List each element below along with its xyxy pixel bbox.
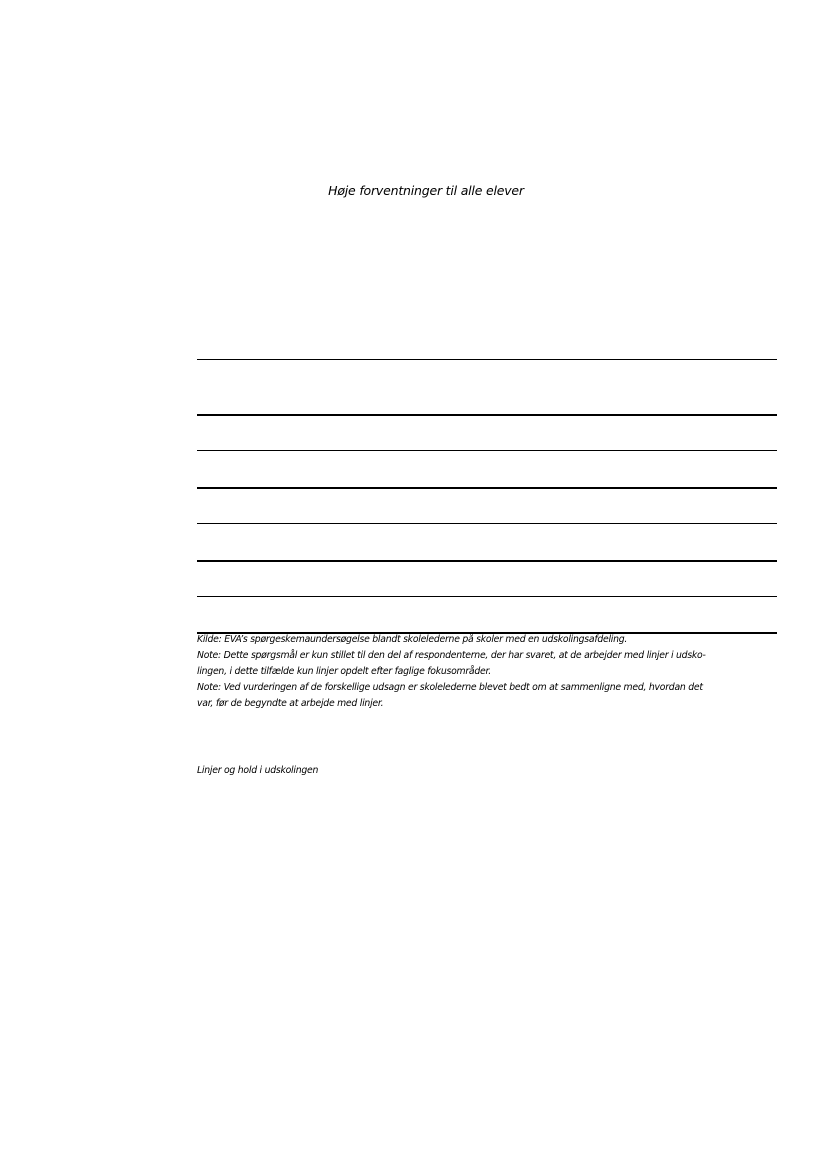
source-note: Kilde: EVA’s spørgeskemaundersøgelse blandt skolelederne på skoler med en udskolingsafdeling. (197, 634, 628, 645)
note-2-line-2: var, før de begyndte at arbejde med linjer. (197, 698, 384, 709)
running-footer: Linjer og hold i udskolingen (197, 765, 319, 776)
table-top-rule (197, 359, 777, 360)
table-row-rule (197, 560, 777, 562)
figure-heading: Høje forventninger til alle elever (328, 183, 524, 198)
table-header-rule (197, 414, 777, 416)
table-notes (197, 632, 787, 712)
note-2-line-1: Note: Ved vurderingen af de forskellige udsagn er skolelederne blevet bedt om at sammenligne med, hvordan det (197, 682, 703, 693)
table-row-rule (197, 523, 777, 524)
table-row-rule (197, 487, 777, 489)
table-row-rule (197, 450, 777, 451)
note-1-line-2: lingen, i dette tilfælde kun linjer opdelt efter faglige fokusområder. (197, 666, 491, 677)
note-1-line-1: Note: Dette spørgsmål er kun stillet til den del af respondenterne, der har svaret, at de arbejder med linjer i udsko- (197, 650, 706, 661)
table-row-rule (197, 596, 777, 597)
